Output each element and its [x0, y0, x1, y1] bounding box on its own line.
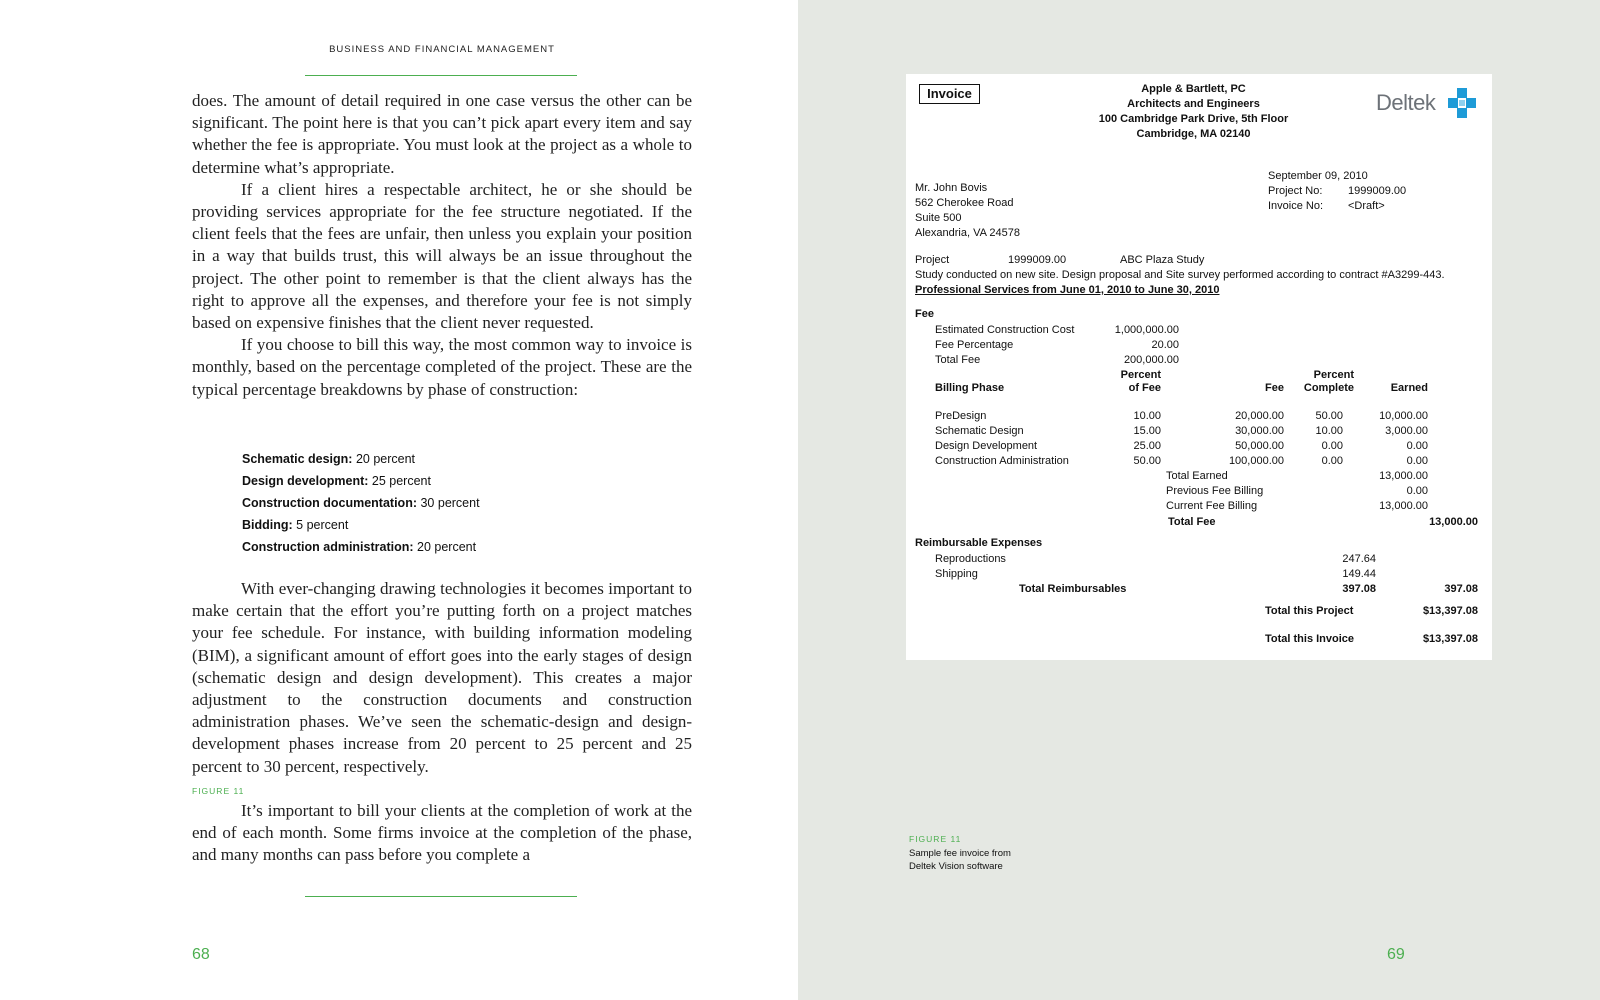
project-no-label: Project No: — [1268, 185, 1323, 197]
list-item: Schematic design: 20 percent — [242, 452, 416, 466]
caption-line: Sample fee invoice from — [909, 848, 1011, 859]
total-fee-value: 13,000.00 — [1429, 516, 1478, 528]
client-address-3: Alexandria, VA 24578 — [915, 227, 1020, 239]
fee-summary-value: 20.00 — [1151, 339, 1179, 351]
logo-mark-icon — [1448, 88, 1476, 122]
total-fee-label: Total Fee — [1168, 516, 1216, 528]
total-reimbursables-label: Total Reimbursables — [1019, 583, 1127, 595]
list-item: Design development: 25 percent — [242, 474, 431, 488]
caption-label: FIGURE 11 — [909, 834, 962, 844]
header-percent-complete-1: Percent — [1313, 369, 1354, 381]
phase-name: PreDesign — [935, 410, 987, 422]
header-fee: Fee — [1265, 382, 1284, 394]
phase-percent-of-fee: 25.00 — [1133, 440, 1161, 452]
paragraph-continued: does. The amount of detail required in one case versus the other can be significant. The point here is that you can’t pick apart every item and say whether the fee is appropriate. You must look at the project as a whole to determine what’s appropriate. — [192, 91, 692, 177]
services-heading: Professional Services from June 01, 2010 to June 30, 2010 — [915, 284, 1220, 296]
client-address-2: Suite 500 — [915, 212, 962, 224]
phase-fee: 100,000.00 — [1228, 455, 1284, 467]
firm-address-2: Cambridge, MA 02140 — [1136, 128, 1251, 140]
footer-rule — [305, 896, 577, 897]
fee-heading: Fee — [915, 308, 934, 320]
reimbursable-label: Reproductions — [935, 553, 1006, 565]
total-reimbursables-value: 397.08 — [1444, 583, 1478, 595]
paragraph-billing-timing: It’s important to bill your clients at the completion of work at the end of each month. Some firms invoice at the completion of the phase, and many months can pass before you complete a — [192, 801, 692, 865]
phase-percent-complete: 50.00 — [1315, 410, 1343, 422]
logo-text: Deltek — [1376, 90, 1436, 115]
project-description: Study conducted on new site. Design proposal and Site survey performed according to contract #A3299-443. — [915, 269, 1445, 281]
firm-address-1: 100 Cambridge Park Drive, 5th Floor — [1098, 113, 1289, 125]
header-billing-phase: Billing Phase — [935, 382, 1005, 394]
phase-name: Construction Administration — [935, 455, 1069, 467]
project-name: ABC Plaza Study — [1120, 254, 1205, 266]
client-address-1: 562 Cherokee Road — [915, 197, 1014, 209]
figure-caption — [909, 834, 1011, 873]
paragraph-billing-method: If you choose to bill this way, the most common way to invoice is monthly, based on the percentage completed of the project. These are the typical percentage breakdowns by phase of construction: — [192, 335, 692, 399]
phase-name: Schematic Design — [935, 425, 1024, 437]
fee-summary-value: 1,000,000.00 — [1114, 324, 1179, 336]
project-no: 1999009.00 — [1348, 185, 1407, 197]
project-label: Project — [915, 254, 950, 266]
page-number-right: 69 — [1387, 946, 1405, 963]
phase-earned: 3,000.00 — [1385, 425, 1428, 437]
current-fee-billing-value: 13,000.00 — [1379, 500, 1428, 512]
invoice-date: September 09, 2010 — [1268, 170, 1368, 182]
phase-fee: 20,000.00 — [1235, 410, 1284, 422]
phase-percent-complete: 0.00 — [1321, 440, 1343, 452]
current-fee-billing-label: Current Fee Billing — [1166, 500, 1258, 512]
reimbursable-value: 149.44 — [1342, 568, 1376, 580]
left-page — [0, 0, 798, 1000]
phase-earned: 10,000.00 — [1379, 410, 1428, 422]
total-earned-value: 13,000.00 — [1379, 470, 1428, 482]
figure-marker: FIGURE 11 — [192, 786, 245, 796]
paragraph-respectable-architect: If a client hires a respectable architect, he or she should be providing services appropriate for the fee structure negotiated. If the client feels that the fees are unfair, then unless you explain your position in a way that builds trust, this will always be an issue throughout the project. The other point to remember is that the client always has the right to approve all the expenses, and therefore your fee is not simply based on expensive finishes that the client never requested. — [192, 179, 692, 333]
phase-percent-of-fee: 15.00 — [1133, 425, 1161, 437]
header-percent-of-fee-2: of Fee — [1128, 382, 1161, 394]
client-name: Mr. John Bovis — [915, 182, 988, 194]
list-item: Construction administration: 20 percent — [242, 540, 477, 554]
invoice-no-label: Invoice No: — [1268, 200, 1324, 212]
phase-earned: 0.00 — [1406, 455, 1428, 467]
firm-block — [1066, 82, 1321, 142]
body-text-block-a — [192, 90, 692, 401]
project-number: 1999009.00 — [1008, 254, 1067, 266]
caption-line: Deltek Vision software — [909, 861, 1003, 872]
phase-fee: 50,000.00 — [1235, 440, 1284, 452]
header-percent-of-fee-1: Percent — [1120, 369, 1161, 381]
phase-earned: 0.00 — [1406, 440, 1428, 452]
total-project-value: $13,397.08 — [1422, 605, 1478, 617]
firm-name: Apple & Bartlett, PC — [1141, 83, 1246, 95]
fee-summary-label: Fee Percentage — [935, 339, 1014, 351]
phase-percentage-list — [242, 448, 480, 558]
body-text-block-b — [192, 578, 692, 778]
reimbursables-heading: Reimbursable Expenses — [915, 537, 1043, 549]
fee-summary-label: Total Fee — [935, 354, 981, 366]
firm-tagline: Architects and Engineers — [1127, 98, 1260, 110]
invoice-title: Invoice — [919, 84, 980, 104]
header-earned: Earned — [1390, 382, 1428, 394]
phase-fee: 30,000.00 — [1235, 425, 1284, 437]
total-invoice-value: $13,397.08 — [1422, 633, 1478, 645]
header-percent-complete-2: Complete — [1303, 382, 1354, 394]
previous-fee-billing-value: 0.00 — [1406, 485, 1428, 497]
previous-fee-billing-label: Previous Fee Billing — [1166, 485, 1264, 497]
running-head: BUSINESS AND FINANCIAL MANAGEMENT — [329, 44, 555, 55]
reimbursable-label: Shipping — [935, 568, 978, 580]
header-rule — [305, 75, 577, 76]
total-project-label: Total this Project — [1265, 605, 1354, 617]
list-item: Bidding: 5 percent — [242, 518, 349, 532]
total-earned-label: Total Earned — [1166, 470, 1228, 482]
reimbursable-value: 247.64 — [1342, 553, 1376, 565]
body-text-block-c — [192, 800, 692, 867]
invoice-no: <Draft> — [1348, 200, 1385, 212]
list-item: Construction documentation: 30 percent — [242, 496, 480, 510]
total-reimbursables-subtotal: 397.08 — [1342, 583, 1376, 595]
fee-summary-label: Estimated Construction Cost — [935, 324, 1075, 336]
page-number-left: 68 — [192, 946, 210, 963]
fee-summary-value: 200,000.00 — [1123, 354, 1179, 366]
phase-percent-of-fee: 10.00 — [1133, 410, 1161, 422]
phase-percent-complete: 10.00 — [1315, 425, 1343, 437]
deltek-logo — [1376, 88, 1476, 122]
phase-name: Design Development — [935, 440, 1038, 452]
phase-percent-of-fee: 50.00 — [1133, 455, 1161, 467]
phase-percent-complete: 0.00 — [1321, 455, 1343, 467]
paragraph-bim: With ever-changing drawing technologies it becomes important to make certain that the effort you’re putting forth on a project matches your fee schedule. For instance, with building information modeling (BIM), a significant amount of effort goes into the early stages of design (schematic design and design development). This creates a major adjustment to the construction documents and construction administration phases. We’ve seen the schematic-design and design-development phases increase from 20 percent to 25 percent and 25 percent to 30 percent, respectively. — [192, 579, 692, 776]
invoice-figure — [906, 74, 1492, 660]
total-invoice-label: Total this Invoice — [1265, 633, 1355, 645]
